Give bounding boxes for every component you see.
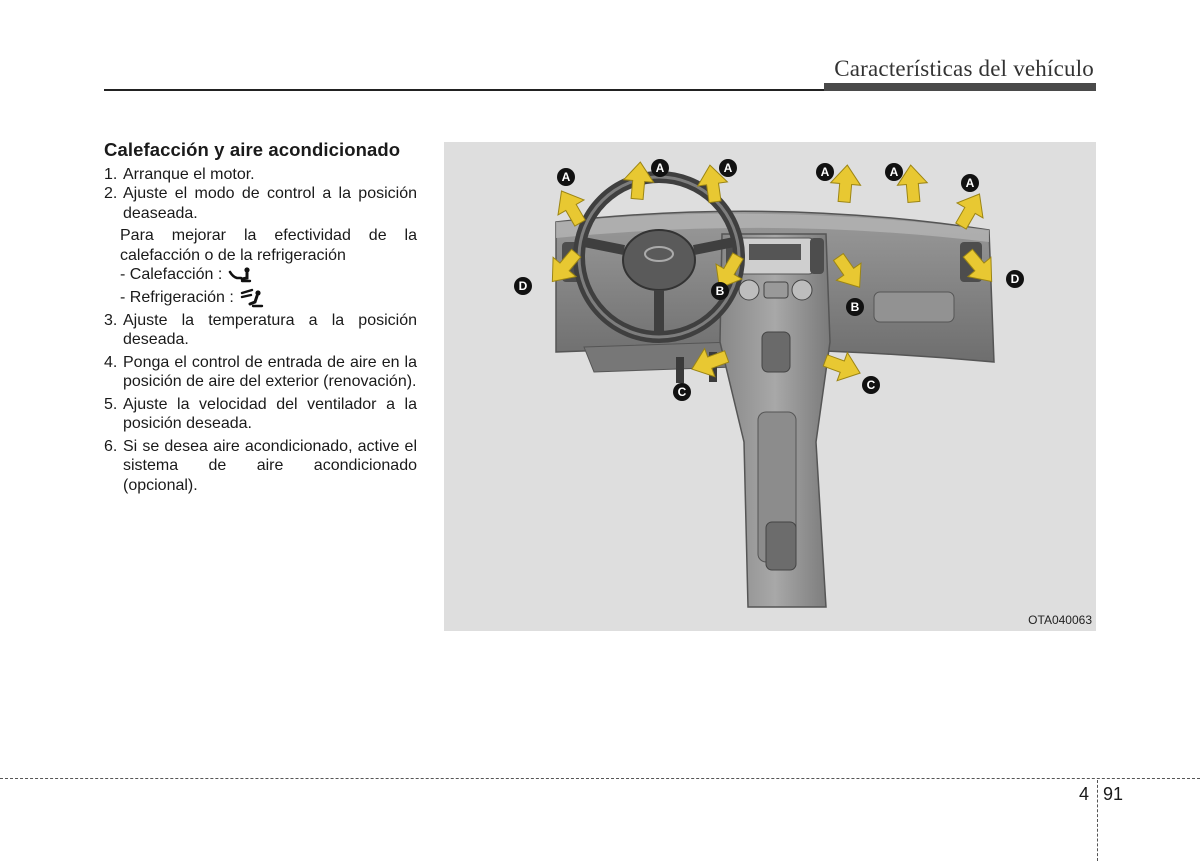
badge-label-a: A: [965, 176, 975, 190]
header-rule-accent: [824, 83, 1096, 91]
step-number: 1.: [104, 165, 118, 183]
badge-label-a: A: [889, 165, 899, 179]
step-item: [104, 184, 417, 223]
step-text: Arranque el motor.: [123, 165, 255, 183]
badge-label-c: C: [677, 385, 687, 399]
page-number: 91: [1103, 784, 1124, 804]
section-title: Calefacción y aire acondicionado: [104, 139, 401, 160]
header-title: Características del vehículo: [834, 56, 1094, 81]
badge-label-c: C: [866, 378, 876, 392]
chapter-number: 4: [1079, 784, 1090, 804]
footer-divider: [1097, 780, 1098, 861]
step-text: Ajuste la temperatura a la posición deseada.: [123, 311, 417, 348]
badge-label-b: B: [715, 284, 725, 298]
heating-mode-line: [120, 265, 417, 285]
instructions-column: [104, 140, 417, 495]
step-text: Ajuste la velocidad del ventilador a la posición deseada.: [123, 395, 417, 432]
step-number: 2.: [104, 185, 118, 202]
step-text: Si se desea aire acondicionado, active el sistema de aire acondicionado (opcional).: [123, 437, 417, 494]
step-number: 3.: [104, 311, 118, 329]
badge-label-a: A: [723, 161, 733, 175]
step-note: Para mejorar la efectividad de la calefacción o de la refrigeración: [120, 227, 417, 264]
step-number: 4.: [104, 353, 118, 371]
heating-label: - Calefacción :: [120, 266, 223, 283]
badge-label-a: A: [655, 161, 665, 175]
dashboard-drawing: [444, 142, 1096, 631]
figure-code: OTA040063: [1028, 613, 1092, 627]
dashboard-illustration: [444, 142, 1096, 631]
step-number: 6.: [104, 437, 118, 455]
step-item: [104, 395, 417, 434]
cooling-mode-line: [120, 288, 417, 308]
steps-list: [104, 165, 417, 496]
badge-label-d: D: [518, 279, 528, 293]
badge-label-d: D: [1010, 272, 1020, 286]
footer-rule: [0, 778, 1200, 779]
step-text: Ponga el control de entrada de aire en la posición de aire del exterior (renovación).: [123, 353, 417, 390]
cooling-label: - Refrigeración :: [120, 288, 234, 306]
step-text: Ajuste el modo de control a la posición deaseada.: [123, 185, 417, 222]
cooling-mode-icon: [240, 288, 264, 308]
step-item: [104, 437, 417, 496]
badge-label-a: A: [561, 170, 571, 184]
badge-label-b: B: [850, 300, 860, 314]
step-item: [104, 311, 417, 350]
step-number: 5.: [104, 395, 118, 413]
step-item: [104, 165, 417, 185]
badge-label-a: A: [820, 165, 830, 179]
heating-mode-icon: [228, 266, 254, 284]
step-item: [104, 353, 417, 392]
